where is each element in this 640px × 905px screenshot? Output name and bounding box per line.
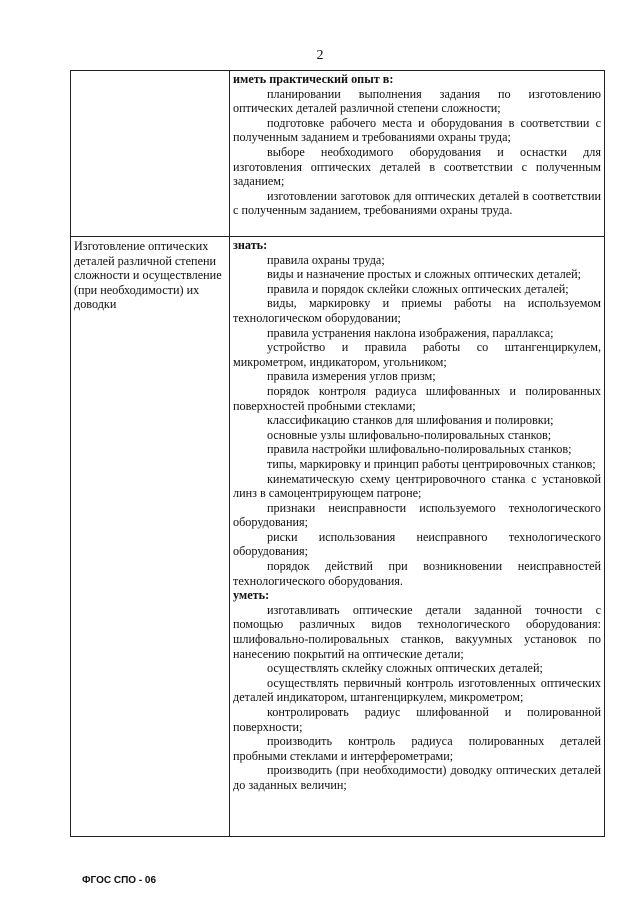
list-item: выборе необходимого оборудования и оснастки для изготовления оптических деталей в соответствии с полученным заданием; bbox=[233, 144, 601, 189]
list-item: порядок действий при возникновении неисправностей технологического оборудования. bbox=[233, 559, 601, 588]
list-item: производить (при необходимости) доводку оптических деталей до заданных величин; bbox=[233, 763, 601, 792]
list-item: классификацию станков для шлифования и полировки; bbox=[267, 413, 554, 428]
list-item: типы, маркировку и принцип работы центрировочных станков; bbox=[267, 456, 596, 471]
left-cell bbox=[71, 237, 230, 837]
list-item: правила устранения наклона изображения, параллакса; bbox=[267, 325, 554, 340]
list-item: признаки неисправности используемого технологического оборудования; bbox=[233, 500, 601, 530]
list-item: изготовлении заготовок для оптических деталей в соответствии с полученным заданием, требованиями охраны труда. bbox=[233, 188, 601, 218]
list-item: виды, маркировку и приемы работы на используемом технологическом оборудовании; bbox=[233, 296, 601, 325]
footer-code: ФГОС СПО - 06 bbox=[82, 875, 157, 886]
section-heading: иметь практический опыт в: bbox=[233, 72, 394, 86]
page-number: 2 bbox=[316, 48, 324, 63]
right-cell bbox=[230, 237, 605, 837]
list-item: кинематическую схему центрировочного станка с установкой линз в самоцентрирующем патроне; bbox=[233, 471, 601, 501]
list-item: планировании выполнения задания по изготовлению оптических деталей различной степени сложности; bbox=[233, 86, 601, 116]
list-item: осуществлять склейку сложных оптических деталей; bbox=[267, 661, 543, 676]
right-cell bbox=[230, 71, 605, 237]
list-item: изготавливать оптические детали заданной точности с помощью различных видов технологического оборудования: шлифовально-полировальных станков, вакуумных установок по нанесению покрытий на оптические детали; bbox=[233, 602, 601, 661]
table-row bbox=[71, 237, 605, 837]
list-item: осуществлять первичный контроль изготовленных оптических деталей индикатором, штангенциркулем, микрометром; bbox=[233, 675, 601, 705]
table-row bbox=[71, 71, 605, 237]
list-item: правила охраны труда; bbox=[267, 252, 385, 267]
left-cell-text: Изготовление оптических деталей различной степени сложности и осуществление (при необходимости) их доводки bbox=[74, 239, 222, 312]
list-item: правила настройки шлифовально-полировальных станков; bbox=[267, 442, 572, 457]
list-item: подготовке рабочего места и оборудования в соответствии с полученным заданием и требованиями охраны труда; bbox=[233, 115, 601, 145]
list-item: устройство и правила работы со штангенциркулем, микрометром, индикатором, угольником; bbox=[233, 340, 601, 369]
list-item: контролировать радиус шлифованной и полированной поверхности; bbox=[233, 705, 601, 734]
list-item: правила и порядок склейки сложных оптических деталей; bbox=[267, 281, 569, 296]
list-item: производить контроль радиуса полированных деталей пробными стеклами и интерферометрами; bbox=[233, 734, 601, 763]
list-item: риски использования неисправного технологического оборудования; bbox=[233, 529, 601, 559]
list-item: основные узлы шлифовально-полировальных станков; bbox=[267, 427, 552, 442]
list-item: виды и назначение простых и сложных оптических деталей; bbox=[267, 267, 582, 282]
list-item: правила измерения углов призм; bbox=[267, 369, 436, 384]
left-cell bbox=[71, 71, 230, 237]
section-heading: уметь: bbox=[233, 588, 270, 603]
list-item: порядок контроля радиуса шлифованных и полированных поверхностей пробными стеклами; bbox=[233, 383, 601, 413]
item-list bbox=[233, 253, 601, 589]
item-list bbox=[233, 87, 601, 218]
item-list bbox=[233, 603, 601, 793]
competency-table bbox=[70, 70, 605, 837]
section-heading: знать: bbox=[233, 238, 268, 252]
left-cell-text bbox=[74, 72, 226, 73]
